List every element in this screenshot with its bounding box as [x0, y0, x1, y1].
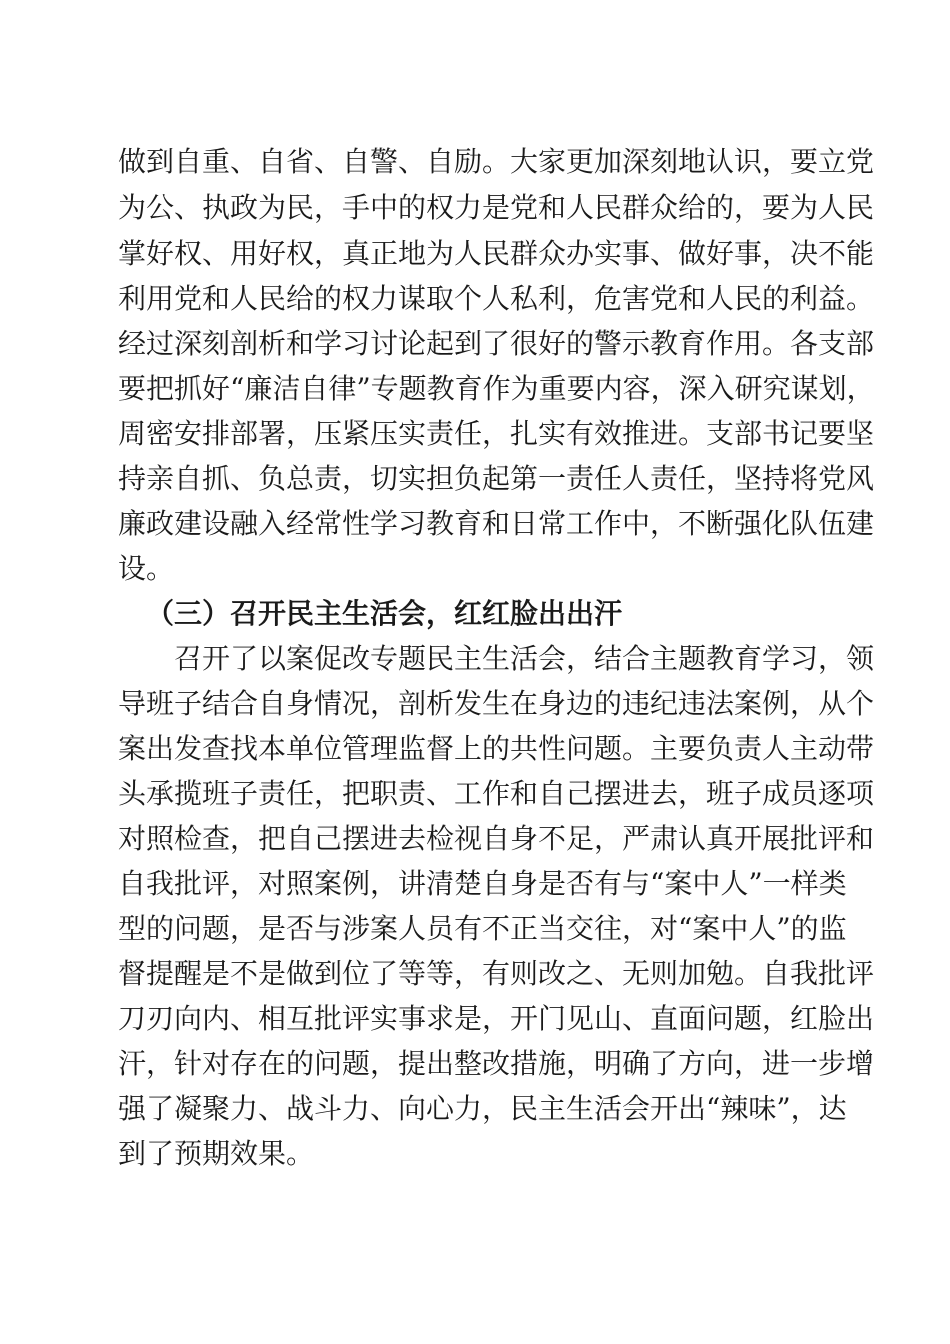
paragraph-2-line: 督提醒是不是做到位了等等，有则改之、无则加勉。自我批评 [118, 957, 875, 990]
paragraph-1-line: 要把抓好“廉洁自律”专题教育作为重要内容，深入研究谋划， [118, 372, 875, 405]
paragraph-1-line: 利用党和人民给的权力谋取个人私利，危害党和人民的利益。 [118, 282, 875, 315]
paragraph-2-line: 对照检查，把自己摆进去检视自身不足，严肃认真开展批评和 [118, 822, 875, 855]
paragraph-1-line: 周密安排部署，压紧压实责任，扎实有效推进。支部书记要坚 [118, 417, 875, 450]
paragraph-2-line: 头承揽班子责任，把职责、工作和自己摆进去，班子成员逐项 [118, 777, 875, 810]
paragraph-1-line: 经过深刻剖析和学习讨论起到了很好的警示教育作用。各支部 [118, 327, 875, 360]
paragraph-2-line: 到了预期效果。 [118, 1137, 315, 1170]
paragraph-2-line: 导班子结合自身情况，剖析发生在身边的违纪违法案例，从个 [118, 687, 875, 720]
paragraph-1-line: 设。 [118, 552, 175, 585]
paragraph-1-line: 持亲自抓、负总责，切实担负起第一责任人责任，坚持将党风 [118, 462, 875, 495]
paragraph-1-line: 为公、执政为民，手中的权力是党和人民群众给的，要为人民 [118, 191, 875, 224]
paragraph-1-line: 掌好权、用好权，真正地为人民群众办实事、做好事，决不能 [118, 237, 875, 270]
paragraph-1-line: 廉政建设融入经常性学习教育和日常工作中，不断强化队伍建 [118, 507, 875, 540]
paragraph-2-line: 刀刃向内、相互批评实事求是，开门见山、直面问题，红脸出 [118, 1002, 875, 1035]
paragraph-2-line: 召开了以案促改专题民主生活会，结合主题教育学习，领 [174, 642, 875, 675]
paragraph-2-line: 型的问题，是否与涉案人员有不正当交往，对“案中人”的监 [118, 912, 847, 945]
section-heading: （三）召开民主生活会，红红脸出出汗 [146, 597, 623, 630]
paragraph-1-line: 做到自重、自省、自警、自励。大家更加深刻地认识，要立党 [118, 145, 875, 178]
paragraph-2-line: 强了凝聚力、战斗力、向心力，民主生活会开出“辣味”，达 [118, 1092, 847, 1125]
paragraph-2-line: 汗，针对存在的问题，提出整改措施，明确了方向，进一步增 [118, 1047, 875, 1080]
paragraph-2-line: 案出发查找本单位管理监督上的共性问题。主要负责人主动带 [118, 732, 875, 765]
paragraph-2-line: 自我批评，对照案例，讲清楚自身是否有与“案中人”一样类 [118, 867, 847, 900]
